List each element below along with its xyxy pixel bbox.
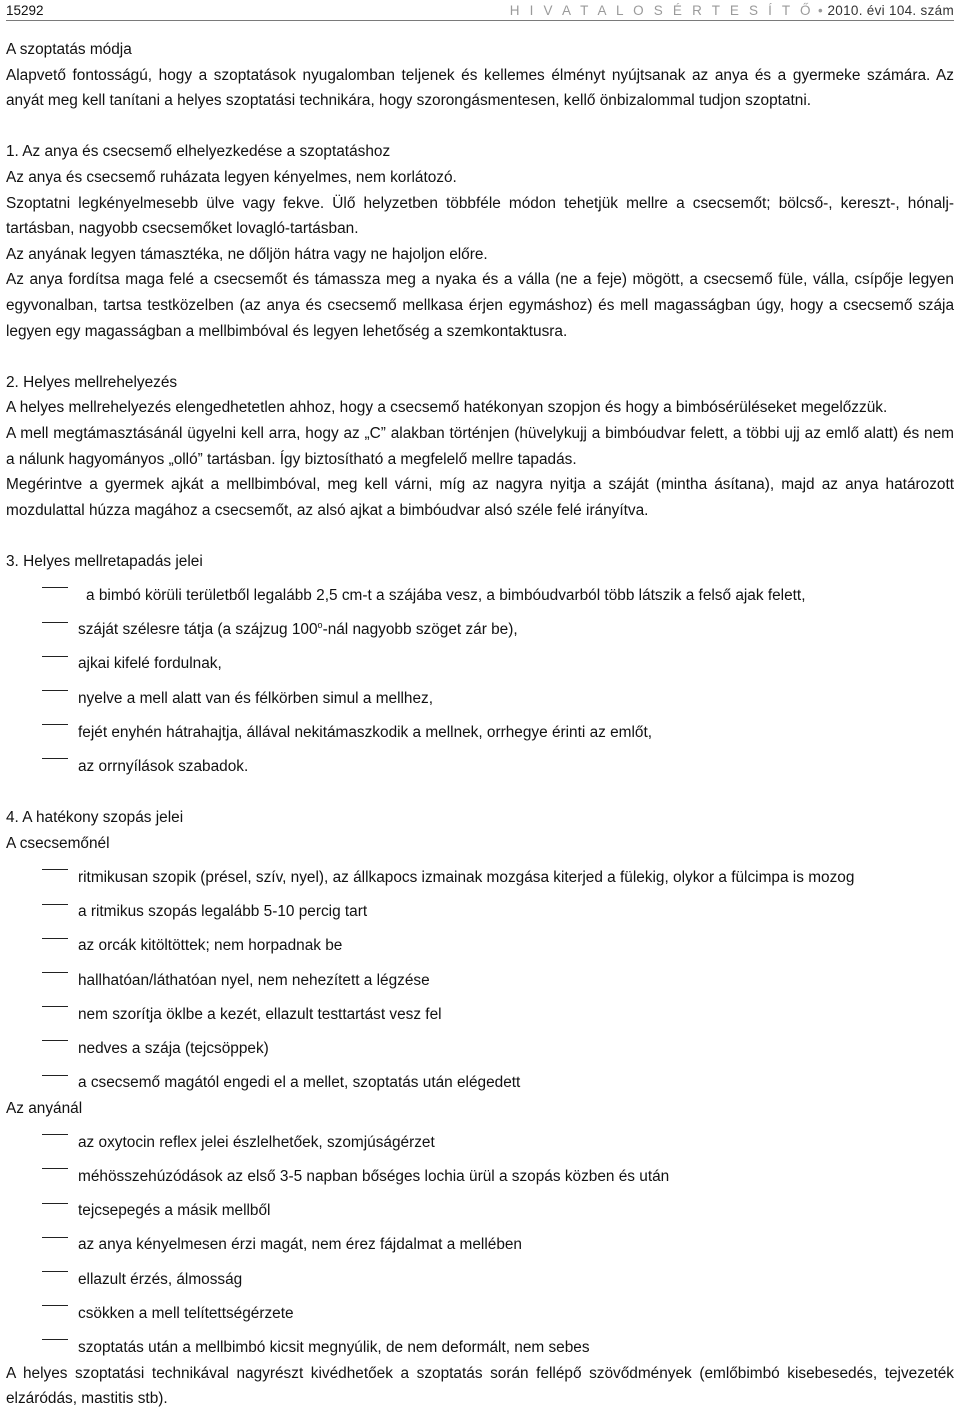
list-item: a ritmikus szopás legalább 5-10 percig tart: [6, 891, 954, 925]
dash-bullet: [42, 1027, 68, 1053]
list-item: hallhatóan/láthatóan nyel, nem nehezített a légzése: [6, 959, 954, 993]
journal-title: H I V A T A L O S É R T E S Í T Ő: [509, 2, 814, 18]
list-item: méhösszehúzódások az első 3-5 napban bőséges lochia ürül a szopás közben és után: [6, 1155, 954, 1189]
section2-paragraph: Megérintve a gyermek ajkát a mellbimbóval, meg kell várni, míg az nagyra nyitja a száját (mintha ásítana), majd az anya határozott mozdulattal húzza magához a csecsemőt, az alsó ajkat a bimbóudvar alsó széle felé irányítva.: [6, 476, 954, 519]
section1-paragraph: Az anya és csecsemő ruházata legyen kényelmes, nem korlátozó.: [6, 168, 457, 186]
list-item: nedves a szája (tejcsöppek): [6, 1027, 954, 1061]
document-page: [6, 0, 954, 1408]
dash-bullet: [42, 745, 68, 771]
intro-text: Alapvető fontosságú, hogy a szoptatások nyugalomban teljenek és kellemes élményt nyújtsanak az anya és a gyermeke számára. Az anyát meg kell tanítani a helyes szoptatási technikára, hogy szorongásmentesen, kellő önbizalommal tudjon szoptatni.: [6, 66, 954, 110]
dash-bullet: [42, 1190, 68, 1216]
dash-bullet: [42, 891, 68, 917]
dash-bullet: [42, 1224, 68, 1250]
dash-bullet: [42, 993, 68, 1019]
page-header: [6, 0, 954, 21]
section1-paragraph: Szoptatni legkényelmesebb ülve vagy fekve. Ülő helyzetben többféle módon tehetjük mellre a csecsemőt; bölcső-, kereszt-, hónalj-tartásban, nagyobb csecsemőket lovagló-tartásban.: [6, 194, 954, 238]
page-number: 15292: [6, 2, 44, 18]
dash-bullet: [42, 711, 68, 737]
journal-heading: [510, 3, 954, 18]
closing-paragraph: A helyes szoptatási technikával nagyrészt kivédhetőek a szoptatás során fellépő szövődmények (emlőbimbó kisebesedés, tejvezeték elzáródás, mastitis stb).: [6, 1364, 954, 1408]
section2-title: 2. Helyes mellrehelyezés: [6, 373, 178, 391]
list-item: nem szorítja öklbe a kezét, ellazult testtartást vesz fel: [6, 993, 954, 1027]
dash-bullet: [42, 609, 68, 635]
baby-label: A csecsemőnél: [6, 834, 110, 852]
section4-title: 4. A hatékony szopás jelei: [6, 809, 184, 827]
mother-label: Az anyánál: [6, 1099, 83, 1117]
dash-bullet: [42, 1155, 68, 1181]
dash-bullet: [42, 925, 68, 951]
list-item: ritmikusan szopik (présel, szív, nyel), az állkapocs izmainak mozgása kiterjed a fülekig, olykor a fülcimpa is mozog: [6, 856, 954, 890]
dash-bullet: [42, 574, 68, 600]
section1-title: 1. Az anya és csecsemő elhelyezkedése a szoptatáshoz: [6, 143, 391, 161]
list-item: nyelve a mell alatt van és félkörben simul a mellhez,: [6, 677, 954, 711]
dash-bullet: [42, 1062, 68, 1088]
section2-paragraph: A mell megtámasztásánál ügyelni kell arra, hogy az „C” alakban történjen (hüvelykujj a bimbóudvar felett, a többi ujj az emlő alatt) és nem a nálunk hagyományos „olló” tartásban. Így biztosítható a megfelelő mellre tapadás.: [6, 424, 954, 468]
list-item: csökken a mell telítettségérzete: [6, 1292, 954, 1326]
dash-bullet: [42, 1292, 68, 1318]
section1-paragraph: Az anya fordítsa maga felé a csecsemőt és támassza meg a nyaka és a válla (ne a feje) mögött, a csecsemő füle, válla, csípője legyen egyvonalban, tartsa testközelben (az anya és csecsemő mellkasa érjen egymáshoz) és mell magasságban úgy, hogy a csecsemő szája legyen egy magasságban a mellbimbóval és legyen lehetőség a szemkontaktusra.: [6, 271, 954, 340]
dash-bullet: [42, 1121, 68, 1147]
list-item: az oxytocin reflex jelei észlelhetőek, szomjúságérzet: [6, 1121, 954, 1155]
list-item: az orrnyílások szabadok.: [6, 745, 954, 779]
dash-bullet: [42, 856, 68, 882]
list-item: tejcsepegés a másik mellből: [6, 1190, 954, 1224]
list-item: az orcák kitöltöttek; nem horpadnak be: [6, 925, 954, 959]
section2-paragraph: A helyes mellrehelyezés elengedhetetlen ahhoz, hogy a csecsemő hatékonyan szopjon és hogy a bimbósérüléseket megelőzzük.: [6, 399, 888, 417]
issue-number: 2010. évi 104. szám: [827, 2, 954, 18]
dash-bullet: [42, 1326, 68, 1352]
list-item: ellazult érzés, álmosság: [6, 1258, 954, 1292]
dash-bullet: [42, 959, 68, 985]
list-item: fejét enyhén hátrahajtja, állával nekitámaszkodik a mellnek, orrhegye érinti az emlőt,: [6, 711, 954, 745]
section1-paragraph: Az anyának legyen támasztéka, ne dőljön hátra vagy ne hajoljon előre.: [6, 245, 488, 263]
list-item: a csecsemő magától engedi el a mellet, szoptatás után elégedett: [6, 1062, 954, 1096]
list-item: ajkai kifelé fordulnak,: [6, 643, 954, 677]
list-item: szoptatás után a mellbimbó kicsit megnyúlik, de nem deformált, nem sebes: [6, 1326, 954, 1360]
list-item: az anya kényelmesen érzi magát, nem érez fájdalmat a mellében: [6, 1224, 954, 1258]
list-item: száját szélesre tátja (a szájzug 100$^o$-nál nagyobb szöget zár be),: [6, 609, 954, 643]
dash-bullet: [42, 643, 68, 669]
intro-title: A szoptatás módja: [6, 41, 132, 58]
header-separator: •: [817, 2, 824, 18]
document-body: [6, 37, 954, 1412]
dash-bullet: [42, 677, 68, 703]
list-item: a bimbó körüli területből legalább 2,5 cm-t a szájába vesz, a bimbóudvarból több látszik a felső ajak felett,: [6, 574, 954, 608]
section3-title: 3. Helyes mellretapadás jelei: [6, 552, 203, 570]
